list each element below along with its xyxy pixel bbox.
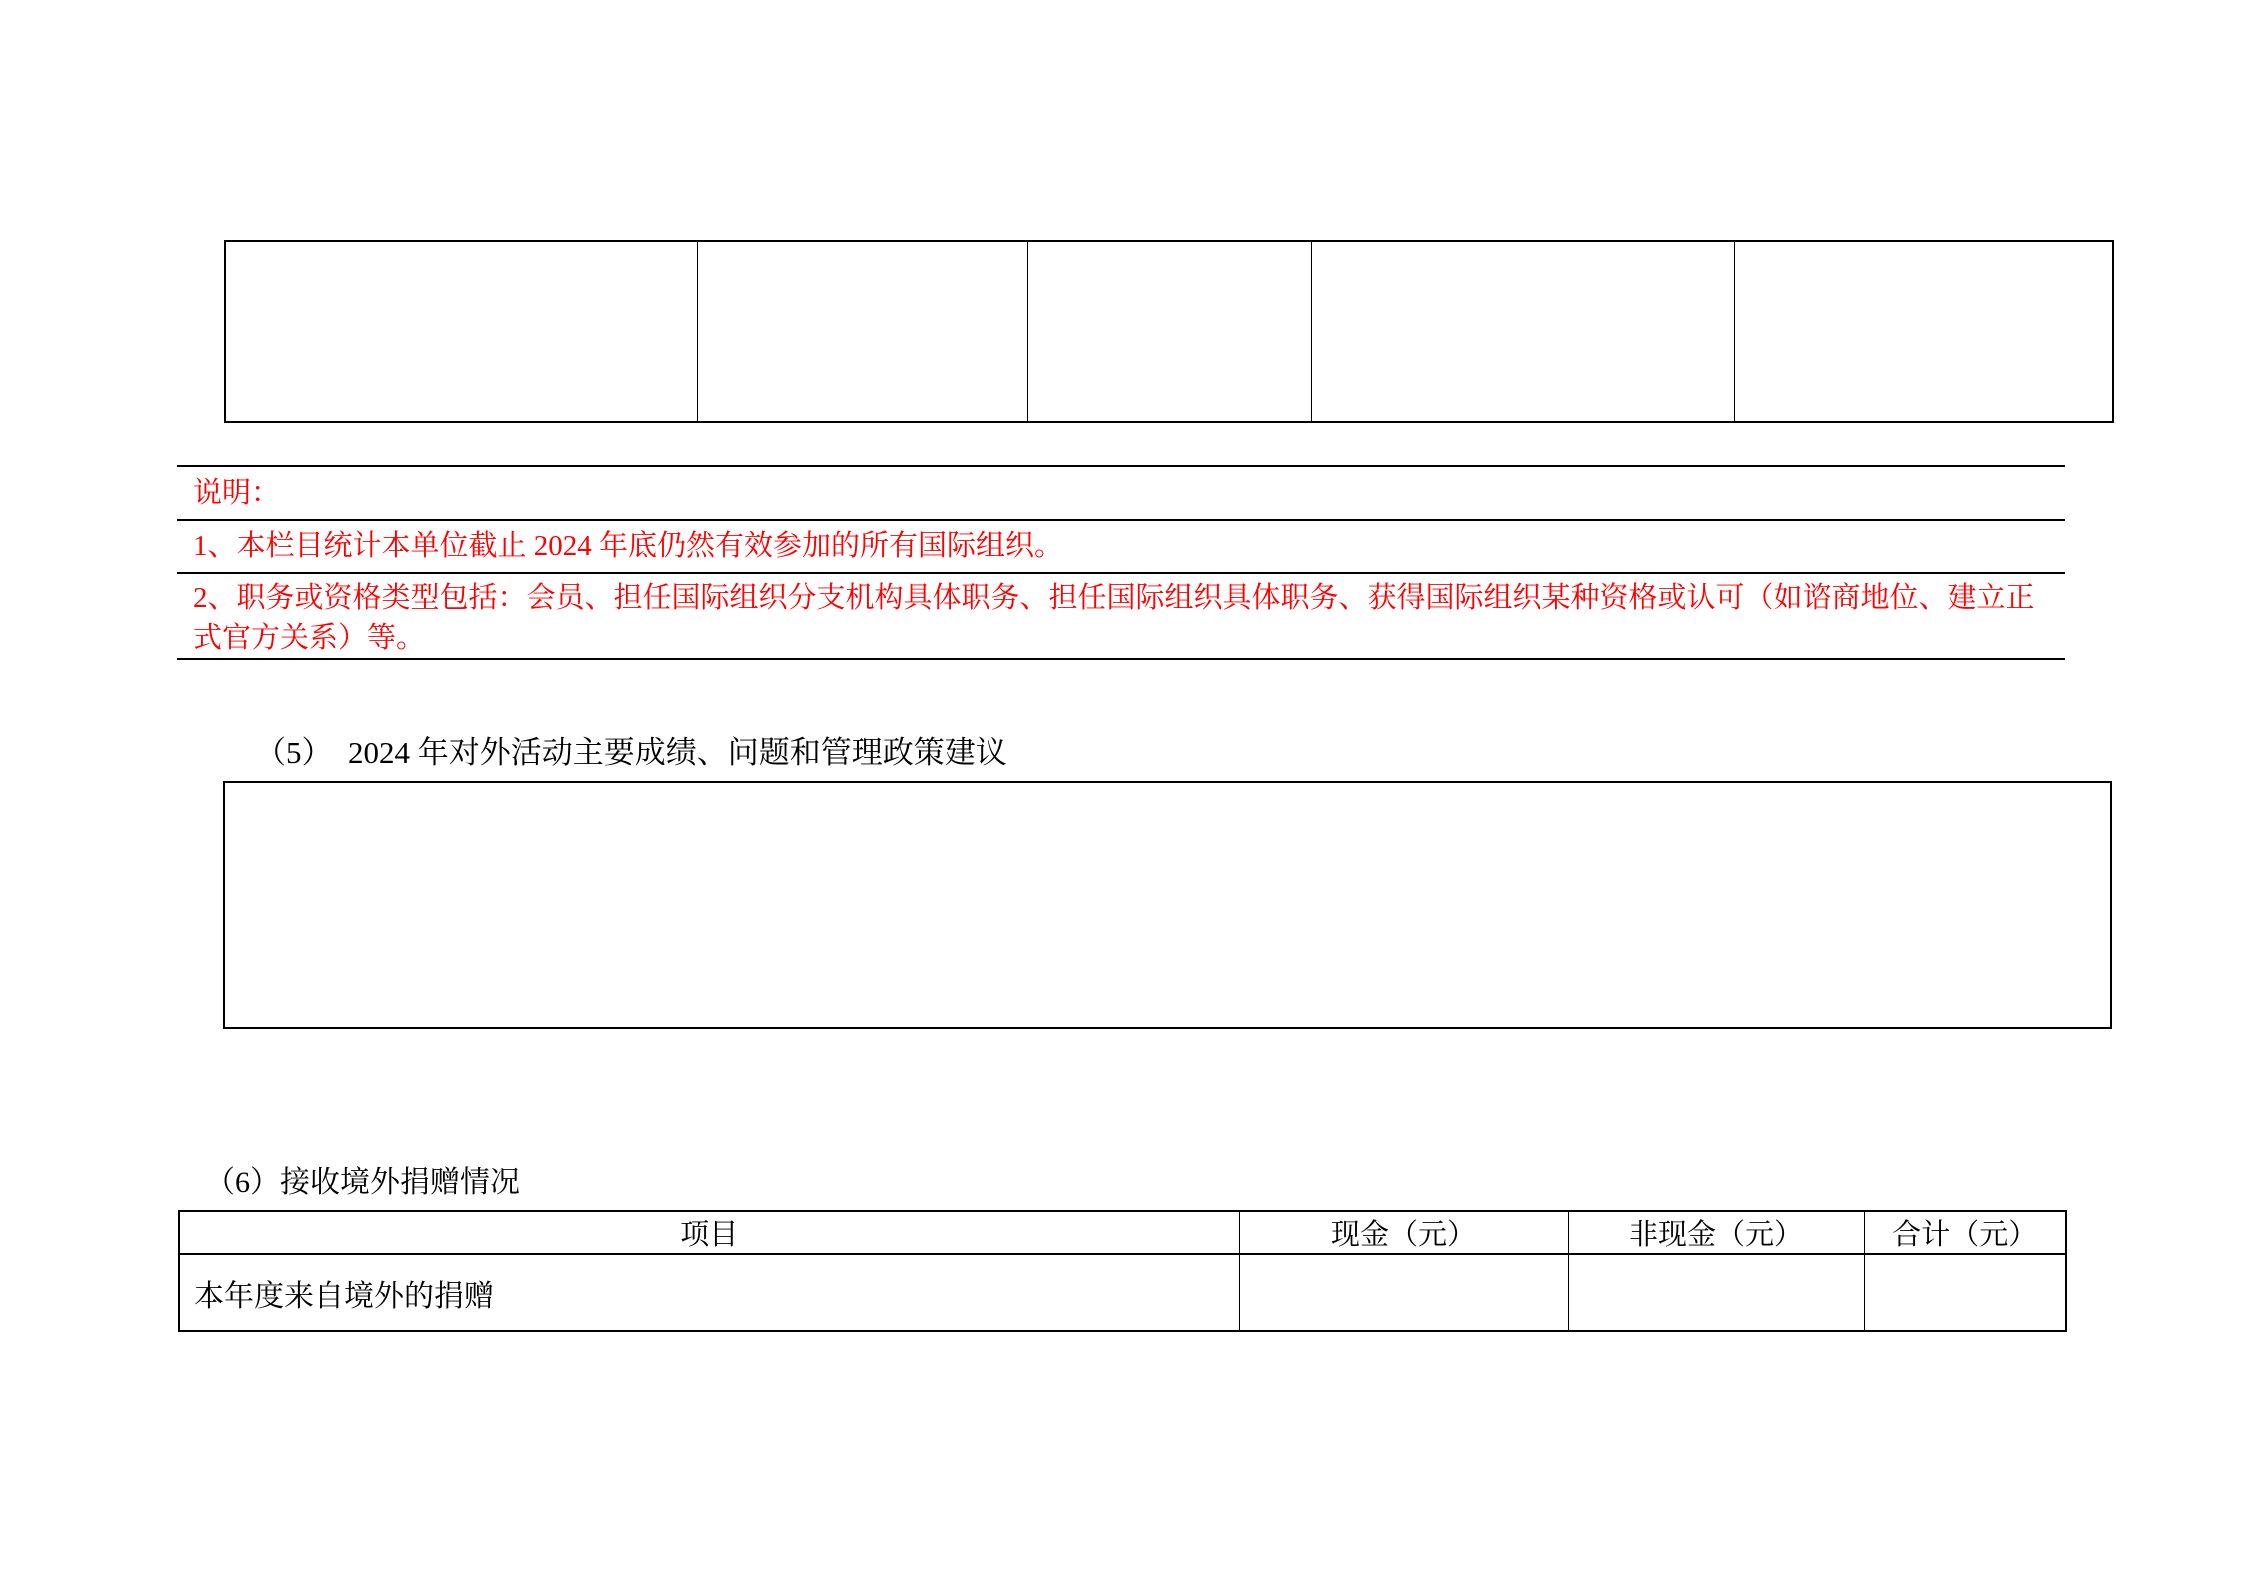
- empty-form-cell[interactable]: [1239, 1254, 1568, 1331]
- note-item-2: 2、职务或资格类型包括：会员、担任国际组织分支机构具体职务、担任国际组织具体职务、获得国际组织某种资格或认可（如谘商地位、建立正式官方关系）等。: [177, 574, 2065, 660]
- notes-label: 说明：: [177, 467, 2065, 521]
- notes-section: [177, 465, 2065, 660]
- column-header-noncash: 非现金（元）: [1568, 1211, 1864, 1254]
- empty-form-cell[interactable]: [225, 241, 697, 422]
- empty-form-cell[interactable]: [1311, 241, 1734, 422]
- empty-form-cell[interactable]: [1568, 1254, 1864, 1331]
- donation-table-header-row: [179, 1211, 2066, 1254]
- row-label-overseas-donation: 本年度来自境外的捐赠: [179, 1254, 1239, 1331]
- column-header-total: 合计（元）: [1864, 1211, 2066, 1254]
- section5-content-box[interactable]: [223, 781, 2112, 1029]
- international-organizations-table: [224, 240, 2114, 423]
- donation-table: [178, 1210, 2067, 1332]
- table-row: [225, 241, 2113, 422]
- section6-heading: （6）接收境外捐赠情况: [205, 1166, 520, 1199]
- empty-form-cell[interactable]: [1864, 1254, 2066, 1331]
- donation-table-row: [179, 1254, 2066, 1331]
- note-item-1: 1、本栏目统计本单位截止 2024 年底仍然有效参加的所有国际组织。: [177, 521, 2065, 574]
- empty-form-cell[interactable]: [1734, 241, 2113, 422]
- column-header-cash: 现金（元）: [1239, 1211, 1568, 1254]
- empty-form-cell[interactable]: [1027, 241, 1311, 422]
- section5-heading: （5） 2024 年对外活动主要成绩、问题和管理政策建议: [255, 735, 1007, 770]
- empty-form-cell[interactable]: [697, 241, 1027, 422]
- column-header-item: 项目: [179, 1211, 1239, 1254]
